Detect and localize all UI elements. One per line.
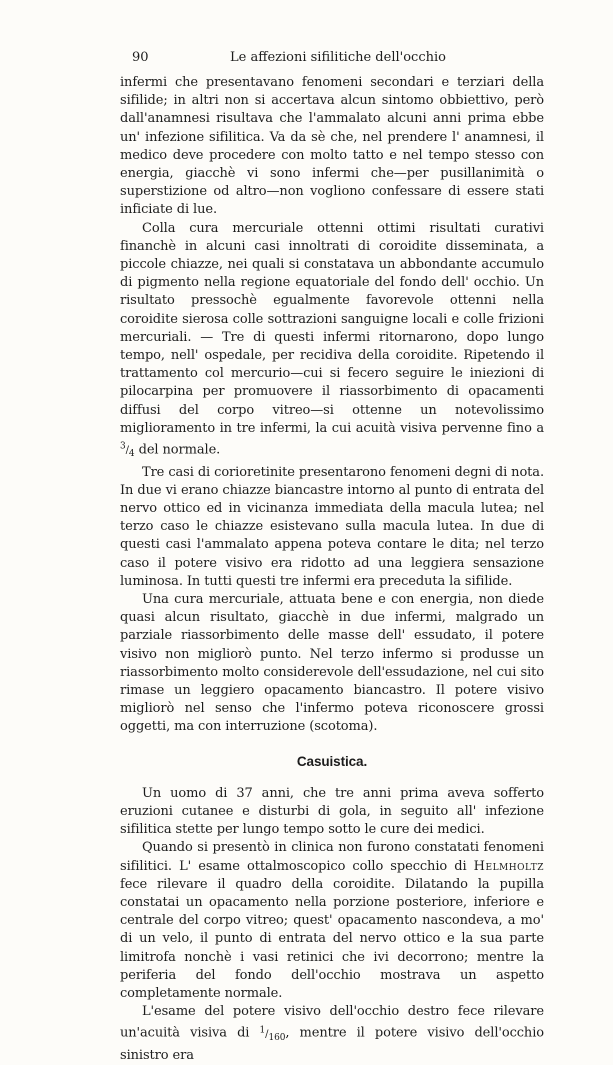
paragraph-6-text: Quando si presentò in clinica non furono constatati fenomeni sifilitici. L' esame ottalmoscopico collo specchio di xyxy=(120,840,544,874)
paragraph-7-tail: , mentre il potere visivo dell'occhio sinistro era xyxy=(120,1025,544,1064)
fraction-one-160th: $^1/_{160}$ xyxy=(259,1025,286,1043)
fraction-numerator: 3 xyxy=(120,442,126,453)
paragraph-5: Un uomo di 37 anni, che tre anni prima aveva sofferto eruzioni cutanee e disturbi di gola, in seguito all' infezione sifilitica stette per lungo tempo sotto le cure dei medici. xyxy=(120,785,544,838)
section-heading: Casuistica. xyxy=(296,753,368,769)
paragraph-2-tail: del normale. xyxy=(138,442,221,458)
paragraph-6-tail: fece rilevare il quadro della coroidite. Dilatando la pupilla constatai un opacamento nella porzione posteriore, inferiore e centrale del corpo vitreo; quest' opacamento nascondeva, a mo' di un velo, il punto di entrata del nervo ottico e la sua parte limitrofa nonchè i vasi retinici che ivi decorrono; mentre la periferia del fondo dell'occhio mostrava un aspetto completamente normale. xyxy=(120,876,544,1002)
paragraph-4: Una cura mercuriale, attuata bene e con energia, non diede quasi alcun risultato, giacchè in due infermi, malgrado un parziale riassorbimento delle masse dell' essudato, il potere visivo non migliorò punto. Nel terzo infermo si produsse un riassorbimento molto considerevole dell'essudazione, nel cui sito rimase un leggiero opacamento biancastro. Il potere visivo migliorò nel senso che l'infermo poteva riconoscere grossi oggetti, ma con interruzione (scotoma). xyxy=(120,592,544,735)
paragraph-7 xyxy=(120,1003,544,1065)
fraction-three-quarters: $^3/_4$ xyxy=(120,442,135,460)
fraction-numerator: 1 xyxy=(259,1025,266,1036)
page-number: 90 xyxy=(132,50,149,65)
fraction-denominator: 4 xyxy=(128,449,135,460)
paragraph-2-text: Colla cura mercuriale ottenni ottimi risultati curativi financhè in alcuni casi innoltrati di coroidite disseminata, a piccole chiazze, nei quali si constatava un abbondante accumulo di pigmento nella regione equatoriale del fondo dell' occhio. Un risultato pressochè egualmente favorevole ottenni nella coroidite sierosa colle sottrazioni sanguigne locali e colle frizioni mercuriali. — Tre di questi infermi ritornarono, dopo lungo tempo, nell' ospedale, per recidiva della coroidite. Ripetendo il trattamento col mercurio—cui si fecero seguire le iniezioni di pilocarpina per promuovere il riassorbimento di opacamenti diffusi del corpo vitreo—si ottenne un notevolissimo miglioramento in tre infermi, la cui acuità visiva pervenne fino a xyxy=(120,220,544,436)
fraction-denominator: 160 xyxy=(268,1032,286,1043)
page-body xyxy=(120,74,544,1065)
running-header xyxy=(120,48,540,68)
running-title: Le affezioni sifilitiche dell'occhio xyxy=(230,50,446,65)
paragraph-1: infermi che presentavano fenomeni secondari e terziari della sifilide; in altri non si accertava alcun sintomo obbiettivo, però dall'anamnesi risultava che l'ammalato alcuni anni prima ebbe un' infezione sifilitica. Va da sè che, nel prendere l' anamnesi, il medico deve procedere con molto tatto e nel tempo stesso con energia, giacchè vi sono infermi che—per pusillanimità o superstizione od altro—non vogliono confessare di essere stati inficiate di lue. xyxy=(120,75,544,218)
paragraph-3: Tre casi di corioretinite presentarono fenomeni degni di nota. In due vi erano chiazze biancastre intorno al punto di entrata del nervo ottico ed in vicinanza immediata della macula lutea; nel terzo caso le chiazze esistevano sulla macula lutea. In due di questi casi l'ammalato appena poteva contare le dita; nel terzo caso il potere visivo era ridotto ad una leggiera sensazione luminosa. In tutti questi tre infermi era preceduta la sifilide. xyxy=(120,464,544,589)
paragraph-6 xyxy=(120,839,544,1003)
paragraph-7-text: L'esame del potere visivo dell'occhio destro fece rilevare un'acuità visiva di xyxy=(120,1004,544,1041)
paragraph-2 xyxy=(120,220,544,464)
author-name: Helmholtz xyxy=(473,858,544,874)
